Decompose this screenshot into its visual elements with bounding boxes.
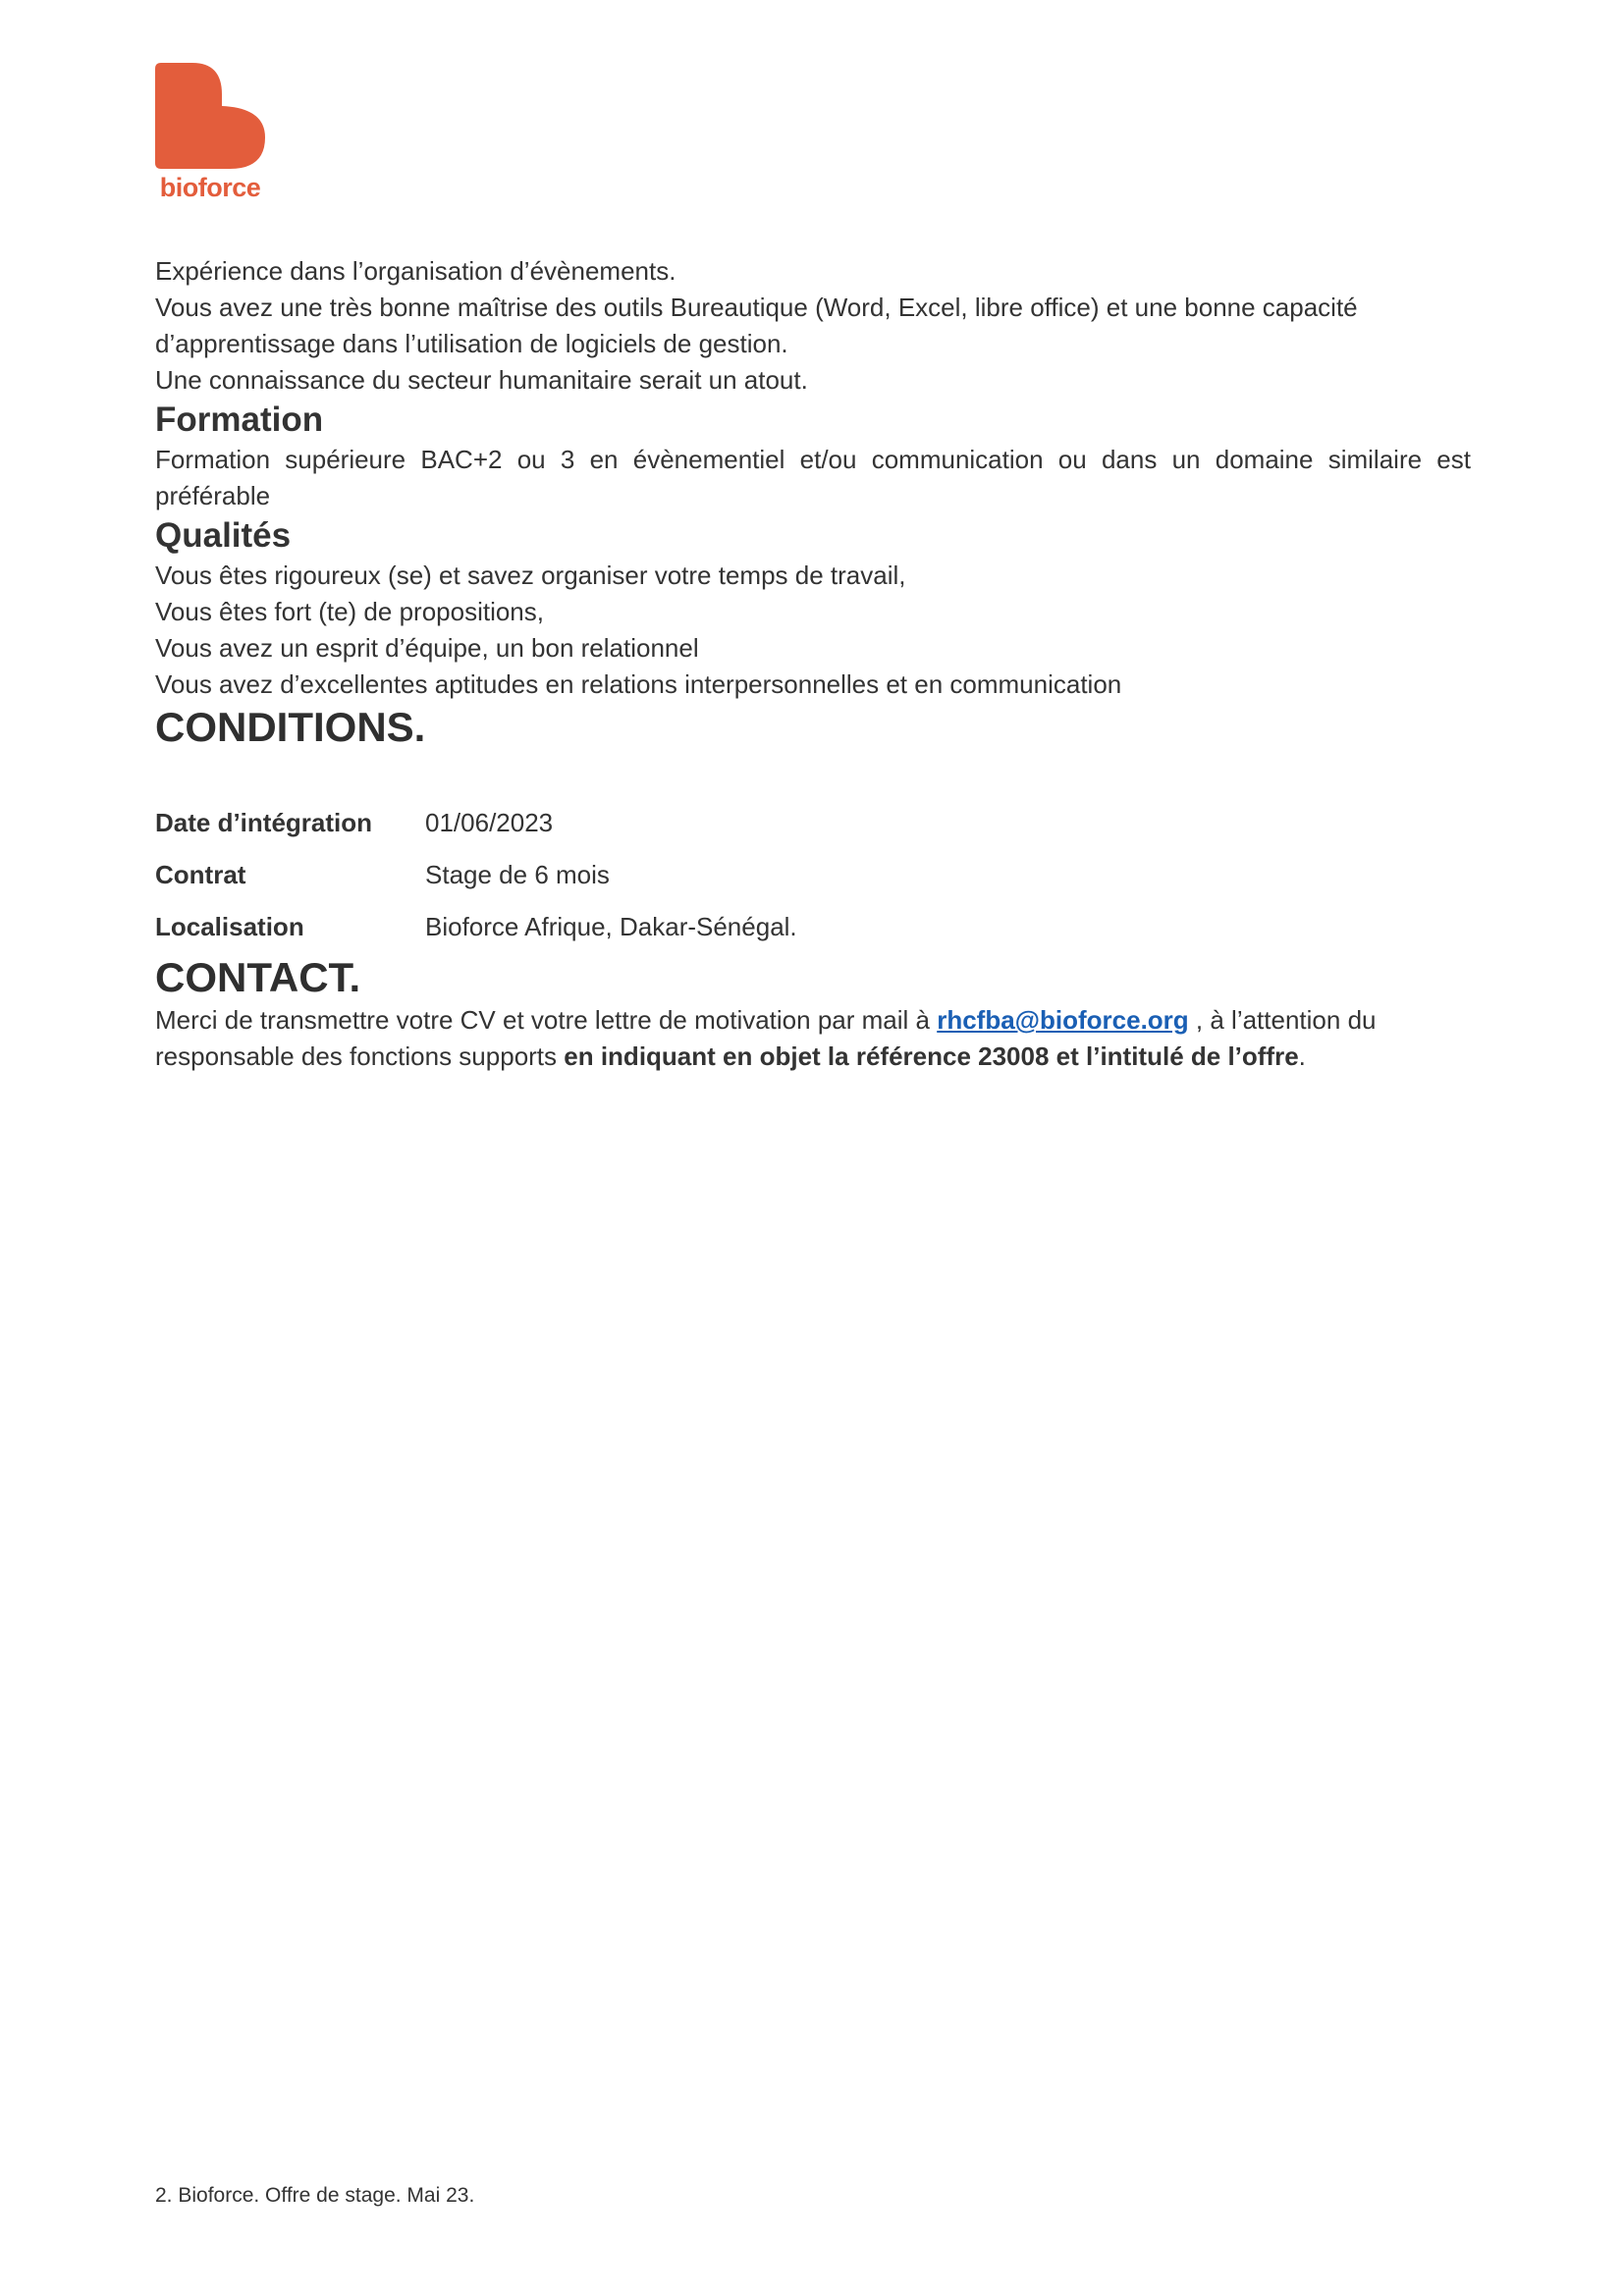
contact-text-middle: , à l’attention du responsable des fonctions supports — [155, 1005, 1377, 1071]
conditions-row — [155, 849, 797, 901]
qualite-line: Vous avez un esprit d’équipe, un bon relationnel — [155, 633, 699, 663]
conditions-heading: CONDITIONS. — [155, 704, 426, 750]
main-content — [155, 253, 1471, 1075]
contact-heading: CONTACT. — [155, 954, 361, 1000]
page-footer: 2. Bioforce. Offre de stage. Mai 23. — [155, 2184, 475, 2207]
conditions-row — [155, 797, 797, 849]
qualite-line: Vous êtes fort (te) de propositions, — [155, 597, 544, 626]
experience-block — [155, 253, 1471, 399]
conditions-table — [155, 797, 797, 953]
qualite-line: Vous êtes rigoureux (se) et savez organiser votre temps de travail, — [155, 561, 906, 590]
qualites-list — [155, 558, 1471, 703]
contact-email-link[interactable]: rhcfba@bioforce.org — [937, 1005, 1189, 1035]
condition-value: Bioforce Afrique, Dakar-Sénégal. — [425, 912, 797, 941]
condition-label: Contrat — [155, 860, 246, 889]
bioforce-logo-mark — [155, 63, 265, 173]
experience-line: Une connaissance du secteur humanitaire serait un atout. — [155, 365, 808, 395]
contact-text — [155, 1002, 1471, 1075]
qualites-heading: Qualités — [155, 516, 292, 555]
condition-label: Date d’intégration — [155, 808, 373, 837]
conditions-row — [155, 901, 797, 953]
contact-text-after: . — [1298, 1041, 1306, 1071]
condition-value: Stage de 6 mois — [425, 860, 610, 889]
condition-label: Localisation — [155, 912, 304, 941]
formation-text: Formation supérieure BAC+2 ou 3 en évènementiel et/ou communication ou dans un domaine similaire est préférable — [155, 445, 1471, 510]
bioforce-wordmark: bioforce — [159, 173, 261, 202]
contact-bold-instruction: en indiquant en objet la référence 23008 et l’intitulé de l’offre — [564, 1041, 1299, 1071]
qualite-line: Vous avez d’excellentes aptitudes en relations interpersonnelles et en communication — [155, 669, 1122, 699]
condition-value: 01/06/2023 — [425, 808, 554, 837]
experience-line: Vous avez une très bonne maîtrise des outils Bureautique (Word, Excel, libre office) et une bonne capacité d’apprentissage dans l’utilisation de logiciels de gestion. — [155, 293, 1358, 358]
bioforce-logo — [155, 63, 265, 206]
contact-text-before: Merci de transmettre votre CV et votre lettre de motivation par mail à — [155, 1005, 938, 1035]
experience-line: Expérience dans l’organisation d’évènements. — [155, 256, 676, 286]
formation-heading: Formation — [155, 400, 324, 439]
